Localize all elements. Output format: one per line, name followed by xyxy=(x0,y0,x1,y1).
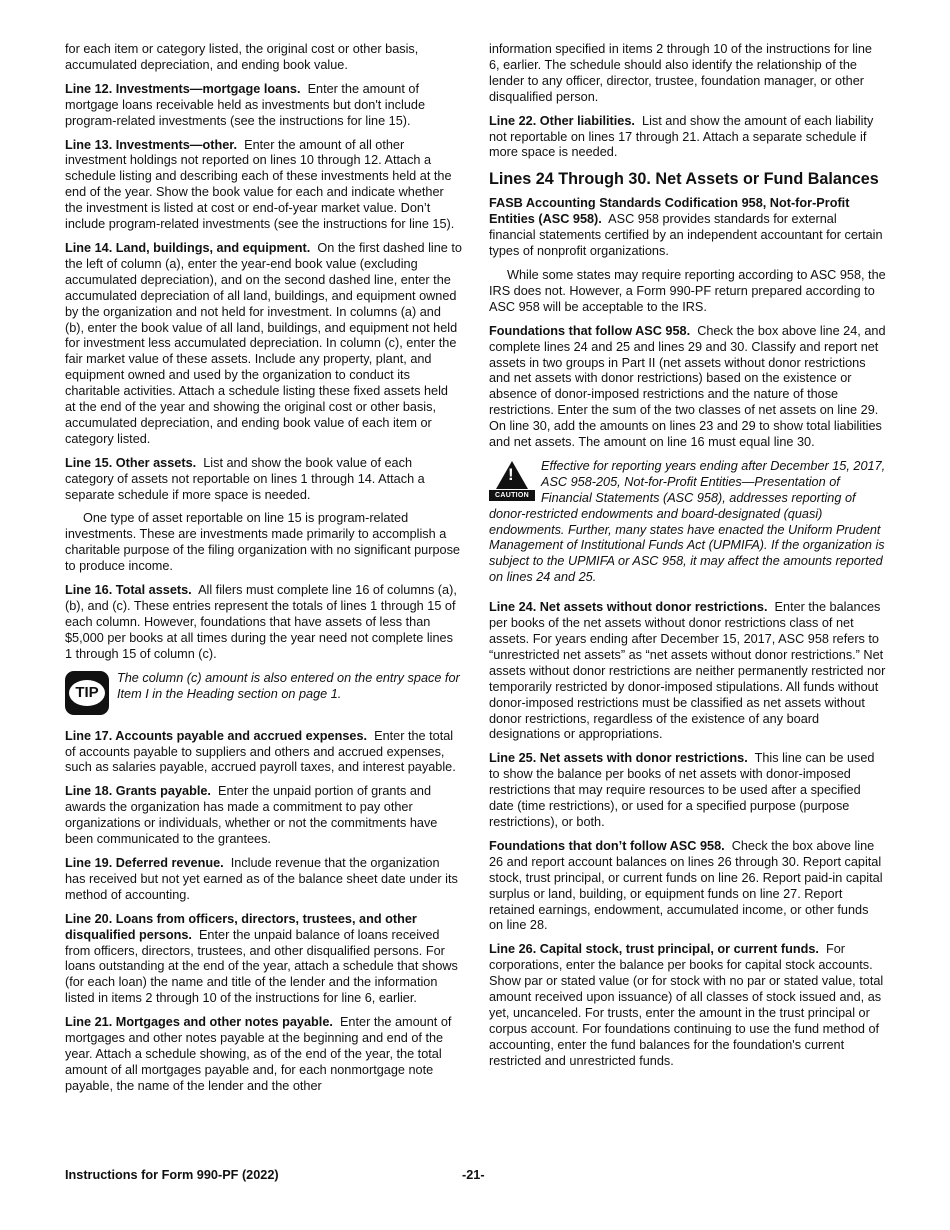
line-22-text: List and show the amount of each liability not reportable on lines 17 through 21. Attach a separate schedule if more space is needed. xyxy=(489,113,874,160)
line-19-entry xyxy=(65,856,462,904)
line-17-title: Line 17. Accounts payable and accrued expenses. xyxy=(65,728,368,743)
line-26-entry xyxy=(489,942,886,1069)
line-12-title: Line 12. Investments—mortgage loans. xyxy=(65,81,301,96)
fasb-text: ASC 958 provides standards for external financial statements certified by an independent accountant for certain types of nonprofit organizations. xyxy=(489,212,883,259)
follow-asc-title: Foundations that follow ASC 958. xyxy=(489,323,691,338)
line-24-title: Line 24. Net assets without donor restrictions. xyxy=(489,600,768,615)
footer-title: Instructions for Form 990-PF (2022) xyxy=(65,1168,279,1182)
line-21-entry xyxy=(65,1015,462,1095)
no-follow-asc-entry xyxy=(489,839,886,934)
line-14-entry xyxy=(65,241,462,448)
line-24-text: Enter the balances per books of the net assets without donor restrictions class of net assets. For years ending after December 15, 2017, ASC 958 refers to “unrestricted net assets” as “net assets without donor restrictions.” Net assets without donor restrictions are neither permanently restricted nor temporarily restricted by donor-imposed stipulations. All funds without donor-imposed restrictions must be classified as net assets without donor restrictions, regardless of the existence of any board designations or appropriations. xyxy=(489,600,886,742)
line-16-entry xyxy=(65,583,462,663)
line-17-entry xyxy=(65,729,462,777)
no-follow-asc-text: Check the box above line 26 and report account balances on lines 26 through 30. Report capital stock, trust principal, or current funds on line 26. Report paid-in capital surplus or land, building, or equipment funds on line 27. Report retained earnings, endowment, accumulated income, or other funds on line 28. xyxy=(489,838,883,933)
line-22-entry xyxy=(489,114,886,162)
line-25-entry xyxy=(489,751,886,831)
line-14-text: On the first dashed line to the left of column (a), enter the year-end book value (excluding accumulated depreciation), and on the second dashed line, enter the accumulated depreciation of all land, buildings, and equipment owned by the organization and not held for investment. In columns (a) and (b), enter the book value of all land, buildings, and equipment not held for investment less accumulated depreciation. In column (c), enter the fair market value of these assets. Include any property, plant, and equipment owned and used by the organization to conduct its charitable activities. Attach a schedule listing these fixed assets held at the end of the year and showing the original cost or other basis, accumulated depreciation, and ending book value of each item or category listed. xyxy=(65,240,462,446)
follow-asc-text: Check the box above line 24, and complete lines 24 and 25 and lines 29 and 30. Classify and report net assets in two groups in Part II (net assets without donor restrictions and net assets with donor restrictions) based on the existence or absence of donor-imposed restrictions and the nature of those restrictions. Enter the sum of the two classes of net assets on line 29. On line 30, add the amounts on lines 23 and 29 to show total liabilities and net assets. The amount on line 16 must equal line 30. xyxy=(489,323,886,450)
caution-icon: ! CAUTION xyxy=(489,461,535,503)
line-20-title: Line 20. Loans from officers, directors, trustees, and other disqualified persons. xyxy=(65,911,417,942)
line-19-title: Line 19. Deferred revenue. xyxy=(65,855,224,870)
right-column xyxy=(489,42,886,1078)
paragraph: information specified in items 2 through 10 of the instructions for line 6, earlier. The schedule should also identify the relationship of the lender to any officer, director, trustee, foundation manager, or other disqualified person. xyxy=(489,42,872,104)
caution-text: Effective for reporting years ending after December 15, 2017, ASC 958-205, Not-for-Profit Entities—Presentation of Financial Statements (ASC 958), addresses reporting of donor-restricted endowments and board-designated (quasi) endowments. Further, many states have enacted the Uniform Prudent Management of Institutional Funds Act (UPMIFA). If the organization is subject to the UPMIFA or ASC 958, it may affect the amounts reported on lines 24 and 25. xyxy=(489,458,886,585)
tip-note xyxy=(65,671,462,715)
tip-text: The column (c) amount is also entered on the entry space for Item I in the Heading section on page 1. xyxy=(117,670,460,701)
line-15-text: List and show the book value of each category of assets not reportable on lines 1 through 14. Attach a separate schedule if more space is needed. xyxy=(65,455,425,502)
no-follow-asc-title: Foundations that don’t follow ASC 958. xyxy=(489,838,725,853)
line-18-entry xyxy=(65,784,462,848)
line-13-title: Line 13. Investments—other. xyxy=(65,137,238,152)
follow-asc-entry xyxy=(489,324,886,451)
line-18-text: Enter the unpaid portion of grants and awards the organization has made a commitment to pay other organizations or individuals, whether or not the commitments have been communicated to the grantees. xyxy=(65,784,438,847)
fasb-title: FASB Accounting Standards Codification 958, Not-for-Profit Entities (ASC 958). xyxy=(489,196,850,227)
line-16-text: All filers must complete line 16 of columns (a), (b), and (c). These entries represent the totals of lines 1 through 15 of each column. However, foundations that have assets of less than $5,000 per books at all times during the year need not complete lines 1 through 15 of column (c). xyxy=(65,583,457,661)
line-15-entry xyxy=(65,456,462,504)
line-25-text: This line can be used to show the balance per books of net assets with donor-imposed restrictions that may require resources to be used after a specified date (time restrictions), or used for a specified purpose (purpose restrictions), or both. xyxy=(489,751,875,829)
tip-label: TIP xyxy=(69,680,105,706)
paragraph: for each item or category listed, the original cost or other basis, accumulated depreciation, and ending book value. xyxy=(65,42,419,72)
line-13-entry xyxy=(65,138,462,233)
line-21-title: Line 21. Mortgages and other notes payable. xyxy=(65,1015,333,1030)
page-footer xyxy=(65,1168,885,1182)
line-21-text: Enter the amount of mortgages and other notes payable at the beginning and end of the year. Attach a schedule showing, as of the end of the year, the total amount of all mortgages payable and, for each nonmortgage note payable, the name of the lender and the other xyxy=(65,1015,452,1093)
tip-icon xyxy=(65,671,109,715)
caution-label: CAUTION xyxy=(489,490,535,501)
line-22-title: Line 22. Other liabilities. xyxy=(489,113,635,128)
caution-note xyxy=(489,459,886,586)
paragraph: One type of asset reportable on line 15 is program-related investments. These are investments made primarily to accomplish a charitable purpose of the filing organization with no significant purpose to produce income. xyxy=(65,511,460,574)
line-13-text: Enter the amount of all other investment holdings not reported on lines 10 through 12. Attach a schedule listing and describing each of these investments held at the end of the year. Show the book value for each and indicate whether the investment is listed at cost or end-of-year market value. Don’t include program-related investments (see the instructions for line 15). xyxy=(65,137,455,232)
line-12-entry xyxy=(65,82,462,130)
line-15-title: Line 15. Other assets. xyxy=(65,455,197,470)
line-12-text: Enter the amount of mortgage loans receivable held as investments but don't include program-related investments (see the instructions for line 15). xyxy=(65,81,426,128)
page-number: -21- xyxy=(462,1168,485,1182)
line-16-title: Line 16. Total assets. xyxy=(65,583,192,598)
fasb-entry xyxy=(489,196,886,260)
line-19-text: Include revenue that the organization has received but not yet earned as of the balance sheet date under its method of accounting. xyxy=(65,855,458,902)
left-column xyxy=(65,42,462,1103)
line-26-text: For corporations, enter the balance per books for capital stock accounts. Show par or stated value (or for stock with no par or stated value, total amount received upon issuance) of all classes of stock issued and, as yet, uncanceled. For trusts, enter the amount in the trust principal or corpus account. For foundations continuing to use the fund method of accounting, enter the fund balances for the foundation's current restricted and unrestricted funds. xyxy=(489,942,884,1068)
line-20-entry xyxy=(65,912,462,1007)
line-26-title: Line 26. Capital stock, trust principal, or current funds. xyxy=(489,942,819,957)
line-17-text: Enter the total of accounts payable to suppliers and others and accrued expenses, such as salaries payable, accrued payroll taxes, and interest payable. xyxy=(65,728,456,775)
paragraph: While some states may require reporting according to ASC 958, the IRS does not. However, a Form 990-PF return prepared according to ASC 958 will be acceptable to the IRS. xyxy=(489,267,886,314)
line-14-title: Line 14. Land, buildings, and equipment. xyxy=(65,240,311,255)
line-24-entry xyxy=(489,600,886,743)
line-20-text: Enter the unpaid balance of loans received from officers, directors, trustees, and other disqualified persons. For loans outstanding at the end of the year, attach a schedule that shows (for each loan) the name and title of the lender and the information listed in items 2 through 10 of the instructions for line 6, earlier. xyxy=(65,927,458,1006)
line-18-title: Line 18. Grants payable. xyxy=(65,784,211,799)
line-25-title: Line 25. Net assets with donor restrictions. xyxy=(489,751,748,766)
section-heading: Lines 24 Through 30. Net Assets or Fund Balances xyxy=(489,170,879,189)
